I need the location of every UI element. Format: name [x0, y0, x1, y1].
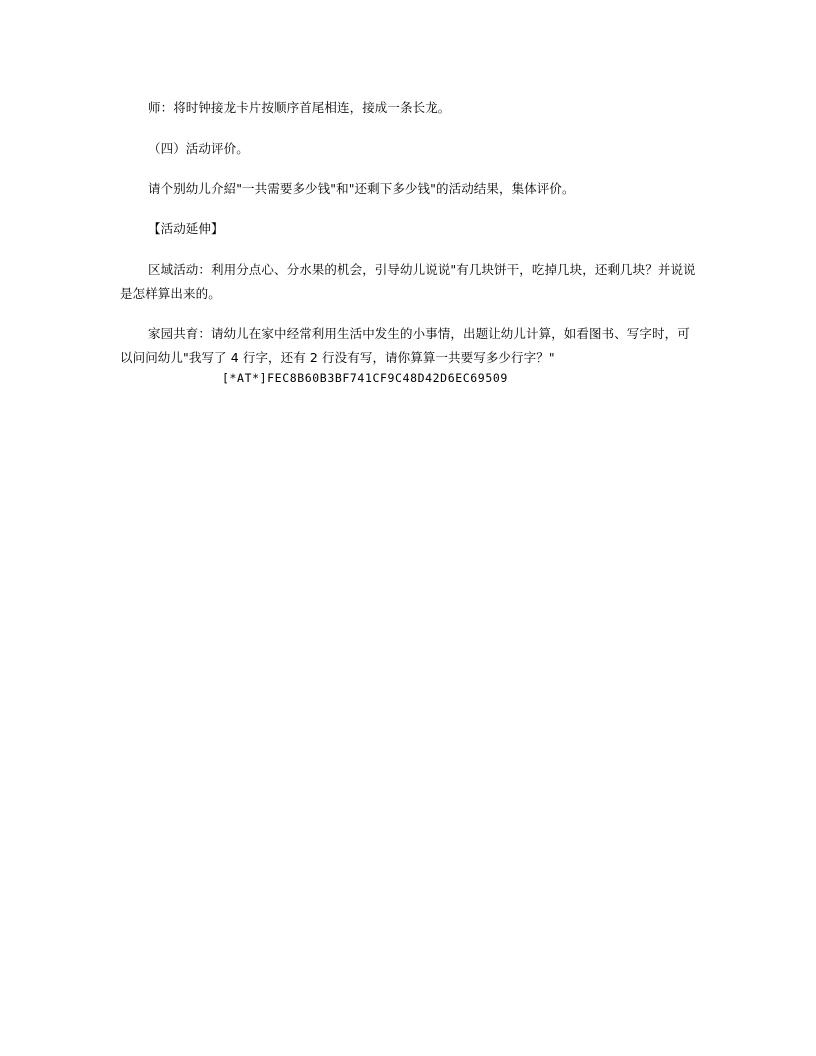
paragraph-section-extension: 【活动延伸】 — [148, 221, 224, 236]
paragraph-home-school: 家园共育：请幼儿在家中经常利用生活中发生的小事情，出题让幼儿计算，如看图书、写字时，可以问问幼儿"我写了 4 行字，还有 2 行没有写，请你算算一共要写多少行字？" — [120, 326, 690, 365]
paragraph-section-evaluation: （四）活动评价。 — [148, 141, 249, 156]
paragraph-teacher-instruction: 师：将时钟接龙卡片按顺序首尾相连，接成一条长龙。 — [148, 100, 451, 115]
paragraph-area-activity: 区域活动：利用分点心、分水果的机会，引导幼儿说说"有几块饼干，吃掉几块，还剩几块？并说说是怎样算出来的。 — [120, 262, 696, 301]
paragraph-evaluation-text: 请个别幼儿介紹"一共需要多少钱"和"还剩下多少钱"的活动结果，集体评价。 — [148, 181, 575, 196]
document-id-code: [*AT*]FEC8B60B3BF741CF9C48D42D6EC69509 — [222, 371, 508, 385]
